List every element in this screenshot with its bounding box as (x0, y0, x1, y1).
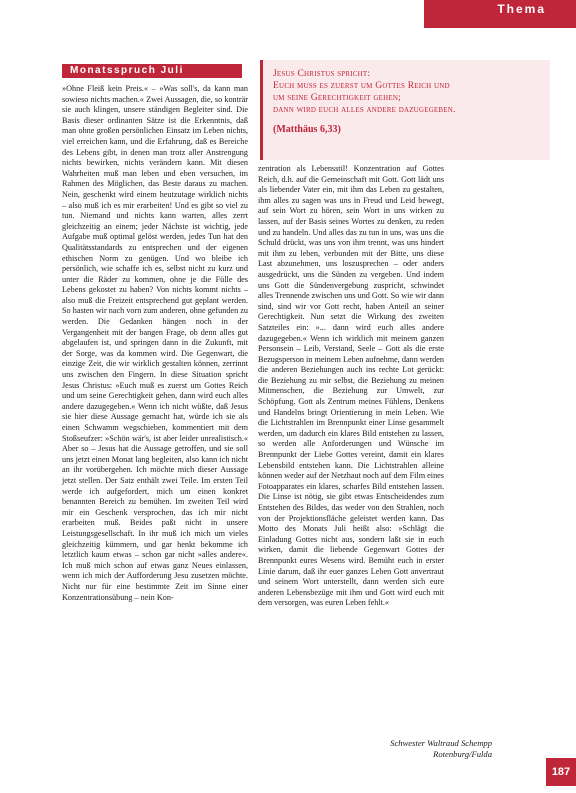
author-name: Schwester Waltraud Schempp (390, 738, 492, 748)
article-band-label: Monatsspruch Juli (70, 65, 184, 76)
quote-line: Euch muss es zuerst um Gottes Reich und (273, 80, 450, 91)
section-header-bar (424, 0, 576, 28)
quote-line: dann wird euch alles andere dazugegeben. (273, 104, 456, 115)
section-label: Thema (497, 2, 546, 16)
quote-box (260, 60, 550, 160)
signature (352, 738, 492, 760)
quote-line: Jesus Christus spricht: (273, 68, 371, 79)
quote-reference: (Matthäus 6,33) (273, 124, 341, 135)
page-number: 187 (546, 758, 576, 786)
body-text: »Ohne Fleiß kein Preis.« – »Was soll's, da kann man sowieso nichts machen.« Zwei Aussagen, die, so konträr sie auch klingen, unsere ständigen Begleiter sind. Die Basis dieser ordinanten Sätze ist die Erkenntnis, daß man ohne großen persönlichen Einsatz im Leben nichts, viel erreichen kann, und die Erfahrung, daß es Bereiche des Lebens gibt, in denen man trotz aller Anstrengung nichts bewirken, nichts verändern kann. Mit diesen Wahrheiten muß man leben und eben versuchen, im Rahmen des Möglichen, das Beste daraus zu machen. Nein, geschenkt wird einem heutzutage wirklich nichts – also muß ich es mir erarbeiten! Und es gibt so viel zu tun. Niemand und nichts kann warten, alles zerrt gleichzeitig an einem; jeder Nächste ist wichtig, jede Aufgabe muß optimal gelöst werden, jedes Tun hat den Qualitätsstandards zu entsprechen und der eigenen ethischen Norm zu genügen. Und wo bleibe ich persönlich, wie schaffe ich es, selbst nicht zu kurz und unter die Räder zu kommen, ohne je die Fülle des Lebens gekostet zu haben? Von nichts kommt nichts – also muß die Freizeit entsprechend gut geplant werden. So hasten wir nach vorn zum anderen, ohne gefunden zu werden. Die Gedanken hängen noch in der Vergangenheit mit der bangen Frage, ob denn alles gut abgelaufen ist, und springen dann in die Zukunft, mit der Sorge, was da kommen wird. Die Gegenwart, die einzige Zeit, die wir wirklich gestalten können, zerrinnt uns zwischen den Fingern. In diese Situation spricht Jesus Christus: »Euch muß es zuerst um Gottes Reich und um seine Gerechtigkeit gehen, dann wird euch alles andere dazugegeben.« Wenn ich nicht wüßte, daß Jesus sie hier diese Aussage gemacht hat, würde ich sie als einen Schwamm wegschieben, kommentiert mit dem Stoßseufzer: »Schön wär's, ist aber leider unrealistisch.« Aber so – Jesus hat die Aussage getroffen, und sie soll uns jetzt einen Monat lang begleiten, also kann ich nicht an ihr vorübergehen. Ich möchte mich dieser Aussage jetzt stellen. Der Satz enthält zwei Teile. Im ersten Teil werde ich aufgefordert, mich um einen konkret benannten Bereich zu bemühen. Im zweiten Teil wird mir ein Geschenk versprochen, das ich mir nicht erarbeiten muß. Beides paßt nicht in unsere Leistungsgesellschaft. In ihr muß ich mich um vieles gleichzeitig kümmern, und gar henkt bekomme ich letztlich kaum etwas – schon gar nicht »alles andere«. Ich muß mich schon auf etwas ganz Neues einlassen, wenn ich mich der Aufforderung Jesu zusetzen möchte. Nicht nur für eine bestimmte Zeit im Sinne einer Konzentrationsübung – nein Kon- (62, 84, 248, 602)
author-place: Rotenburg/Fulda (433, 749, 492, 759)
article-band (62, 64, 242, 78)
body-text: zentration als Lebensstil! Konzentration auf Gottes Reich, d.h. auf die Gemeinschaft mit Gott. Gott lädt uns als liebender Vater ein, mit ihm das Leben zu gestalten, ihm alles zu sagen was uns in Freud und Leid bewegt, auf sein Wort zu hören, sein Wort in uns wirken zu lassen, auf der Basis seines Wortes zu denken, zu reden und zu handeln. Und alles das zu tun in uns, was uns die Schuld drückt, was uns von ihm trennt, was uns hindert mit ihm zu leben, verbunden mit der Bitte, uns diese Last abzunehmen, uns loszusprechen – oder anders ausgedrückt, uns die Sünden zu vergeben. Und indem uns Gott die Sündenvergebung zuspricht, schwindet alles Trennende zwischen uns und Gott. So wie wir dann sind, sind wir vor Gott recht, haben Anteil an seiner Gerechtigkeit. Nun setzt die Wirkung des zweiten Satzteiles ein: »... dann wird euch alles andere dazugegeben.« Wenn ich wirklich mit meinem ganzen Personsein – Leib, Verstand, Seele – Gott als die erste Bezugsperson in meinem Leben aufnehme, dann werden die anderen Beziehungen auch ins rechte Lot gerückt: die Beziehung zu mir selbst, die Beziehung zu meinen Mitmenschen, die Beziehung zur Umwelt, zur Schöpfung. Gott als Zentrum meines Fühlens, Denkens und Handelns bringt Orientierung in mein Leben. Wie die Lichtstrahlen im Brennpunkt einer Linse gesammelt werden, um dadurch ein klares Bild entstehen zu lassen, so werden alle Anforderungen und Wünsche im Brennpunkt der Liebe Gottes vereint, damit ein klares Lebensbild entstehen kann. Die Lichtstrahlen alleine können weder auf der Netzhaut noch auf dem Film eines Fotoapparates ein klares, scharfes Bild entstehen lassen. Die Linse ist nötig, sie gibt etwas Entscheidendes zum Entstehen des Bildes, das weder von den Strahlen, noch von der Projektionsfläche geleistet werden kann. Das Motto des Monats Juli heißt also: »Schlägt die Einladung Gottes nicht aus, sondern laßt sie in euch wirken, damit die liebende Gegenwart Gottes der Brennpunkt eures Wesens wird. Bemüht euch in erster Linie darum, daß ihr euer ganzes Leben Gott anvertraut und seinem Wort unterstellt, dann werden sich eure anderen Lebensbezüge mit ihm und Gott wird euch mit dem versorgen, was euren Leben fehlt.« (258, 164, 445, 608)
text-column-right (258, 164, 444, 609)
text-column-left (62, 84, 248, 603)
quote-line: um seine Gerechtigkeit gehen; (273, 92, 401, 103)
